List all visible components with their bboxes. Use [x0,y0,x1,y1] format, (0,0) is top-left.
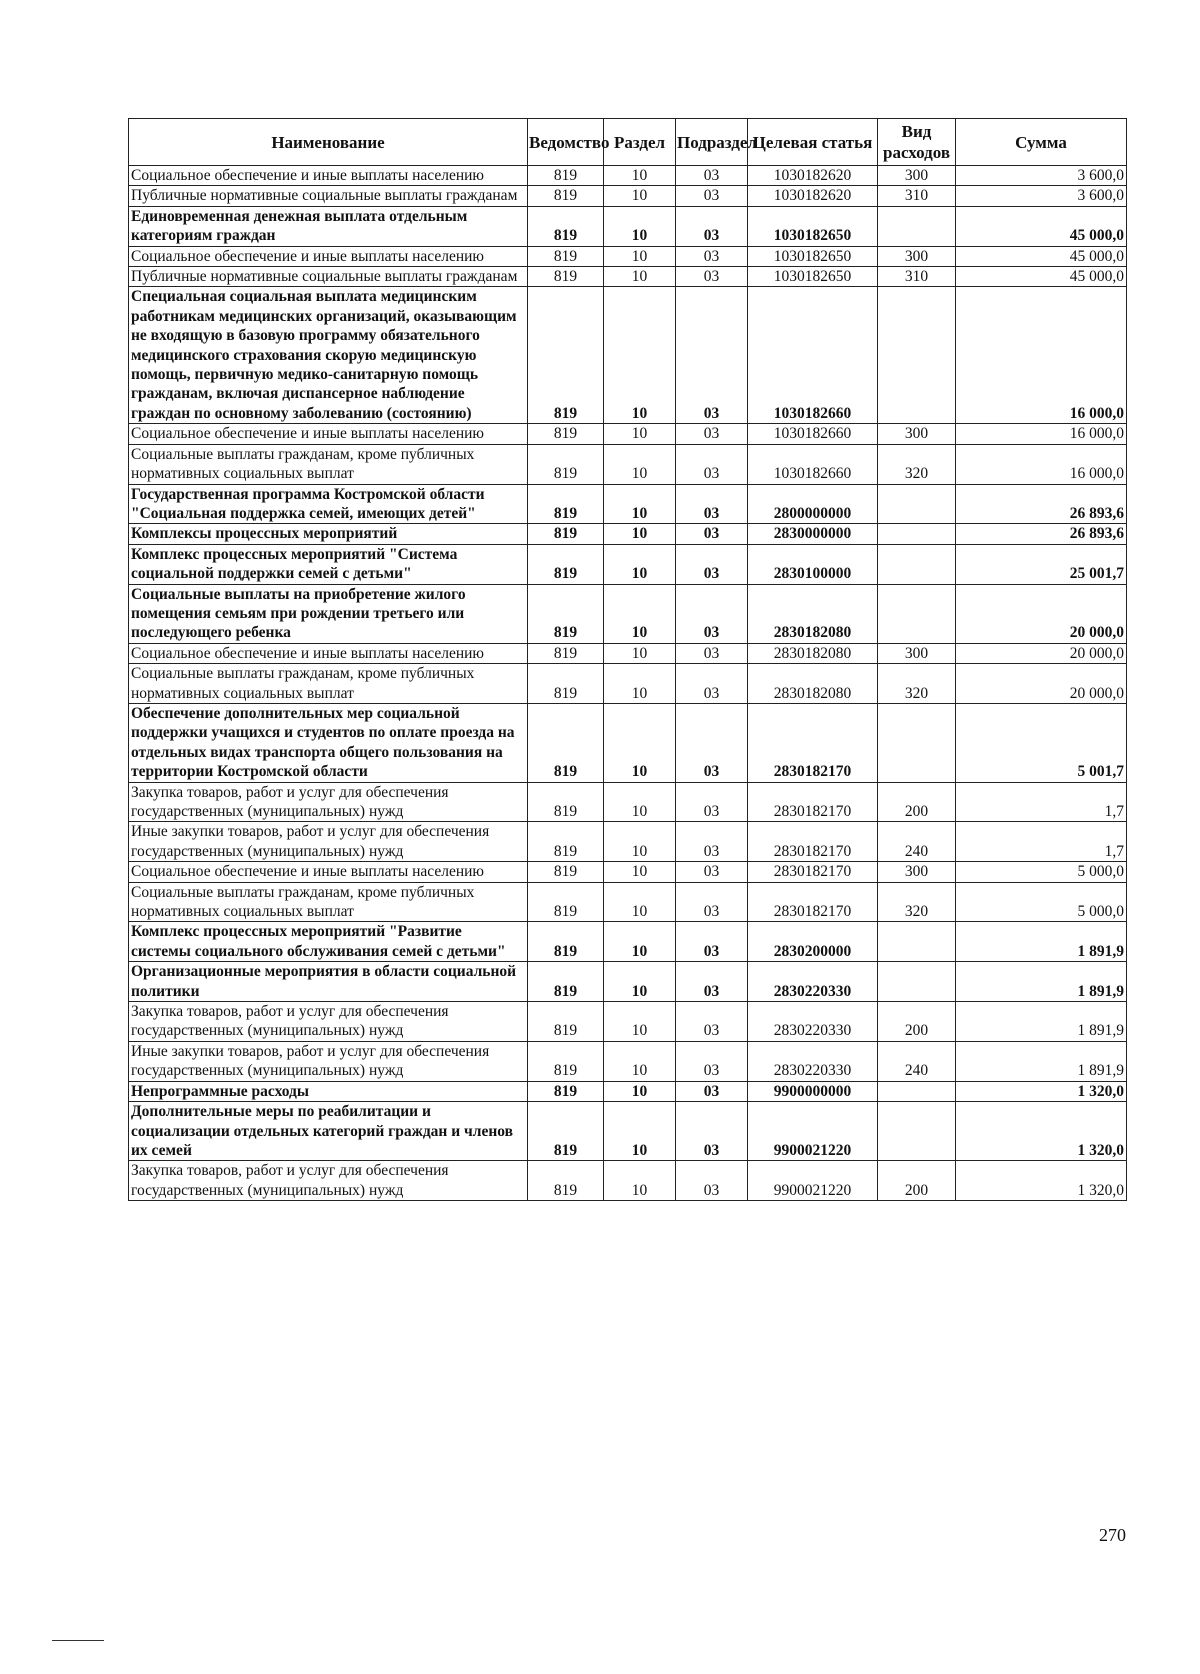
cell-ved: 819 [528,643,604,663]
cell-celevaya: 2830200000 [748,922,878,962]
cell-podrazdel: 03 [676,703,748,782]
table-row [129,524,1127,544]
budget-table [128,118,1127,1201]
cell-name: Единовременная денежная выплата отдельным категориям граждан [129,206,528,246]
table-row [129,544,1127,584]
footnote-divider [52,1640,104,1641]
cell-summa: 45 000,0 [956,246,1127,266]
header-ved: Ведомство [528,119,604,166]
cell-ved: 819 [528,246,604,266]
table-row [129,246,1127,266]
cell-summa: 16 000,0 [956,287,1127,424]
cell-ved: 819 [528,584,604,643]
cell-summa: 1,7 [956,782,1127,822]
cell-podrazdel: 03 [676,1041,748,1081]
cell-vid [878,524,956,544]
header-podrazdel: Подраздел [676,119,748,166]
cell-celevaya: 1030182650 [748,246,878,266]
cell-summa: 1 891,9 [956,1041,1127,1081]
cell-vid [878,544,956,584]
cell-summa: 45 000,0 [956,267,1127,287]
cell-ved: 819 [528,484,604,524]
cell-vid [878,484,956,524]
cell-name: Организационные мероприятия в области социальной политики [129,962,528,1002]
cell-celevaya: 1030182660 [748,287,878,424]
cell-summa: 25 001,7 [956,544,1127,584]
cell-name: Социальные выплаты на приобретение жилого помещения семьям при рождении третьего или последующего ребенка [129,584,528,643]
table-row [129,484,1127,524]
cell-podrazdel: 03 [676,782,748,822]
table-row [129,643,1127,663]
cell-razdel: 10 [604,206,676,246]
cell-podrazdel: 03 [676,287,748,424]
cell-razdel: 10 [604,267,676,287]
cell-vid: 200 [878,1161,956,1201]
cell-razdel: 10 [604,484,676,524]
cell-razdel: 10 [604,166,676,186]
cell-name: Публичные нормативные социальные выплаты гражданам [129,267,528,287]
cell-summa: 5 000,0 [956,882,1127,922]
cell-vid [878,287,956,424]
cell-celevaya: 2830182080 [748,664,878,704]
table-row [129,782,1127,822]
cell-summa: 1 891,9 [956,1002,1127,1042]
cell-summa: 16 000,0 [956,424,1127,444]
table-row [129,267,1127,287]
cell-celevaya: 1030182660 [748,444,878,484]
cell-ved: 819 [528,1102,604,1161]
cell-podrazdel: 03 [676,544,748,584]
cell-name: Иные закупки товаров, работ и услуг для обеспечения государственных (муниципальных) нужд [129,1041,528,1081]
cell-celevaya: 9900021220 [748,1102,878,1161]
table-row [129,1002,1127,1042]
cell-vid [878,962,956,1002]
cell-ved: 819 [528,206,604,246]
cell-razdel: 10 [604,1041,676,1081]
cell-podrazdel: 03 [676,444,748,484]
cell-razdel: 10 [604,1002,676,1042]
cell-vid: 300 [878,246,956,266]
table-row [129,1041,1127,1081]
table-row [129,206,1127,246]
cell-vid: 300 [878,424,956,444]
cell-ved: 819 [528,287,604,424]
cell-razdel: 10 [604,186,676,206]
table-row [129,287,1127,424]
cell-razdel: 10 [604,544,676,584]
table-row [129,862,1127,882]
cell-summa: 1 891,9 [956,962,1127,1002]
cell-name: Государственная программа Костромской области "Социальная поддержка семей, имеющих детей" [129,484,528,524]
cell-razdel: 10 [604,246,676,266]
table-row [129,584,1127,643]
cell-razdel: 10 [604,1081,676,1101]
cell-podrazdel: 03 [676,267,748,287]
cell-celevaya: 2830000000 [748,524,878,544]
cell-vid [878,584,956,643]
cell-summa: 1 891,9 [956,922,1127,962]
cell-name: Закупка товаров, работ и услуг для обеспечения государственных (муниципальных) нужд [129,1002,528,1042]
table-row [129,822,1127,862]
cell-vid [878,703,956,782]
cell-ved: 819 [528,186,604,206]
cell-vid: 310 [878,267,956,287]
cell-summa: 1 320,0 [956,1081,1127,1101]
cell-name: Социальное обеспечение и иные выплаты населению [129,643,528,663]
table-row [129,1161,1127,1201]
cell-celevaya: 2830182170 [748,703,878,782]
cell-name: Социальные выплаты гражданам, кроме публичных нормативных социальных выплат [129,664,528,704]
cell-name: Обеспечение дополнительных мер социальной поддержки учащихся и студентов по оплате проезда на отдельных видах транспорта общего пользования на территории Костромской области [129,703,528,782]
cell-summa: 5 001,7 [956,703,1127,782]
table-row [129,922,1127,962]
cell-ved: 819 [528,524,604,544]
cell-podrazdel: 03 [676,186,748,206]
cell-ved: 819 [528,882,604,922]
cell-name: Публичные нормативные социальные выплаты гражданам [129,186,528,206]
cell-razdel: 10 [604,922,676,962]
cell-name: Закупка товаров, работ и услуг для обеспечения государственных (муниципальных) нужд [129,782,528,822]
cell-celevaya: 9900000000 [748,1081,878,1101]
cell-celevaya: 2800000000 [748,484,878,524]
cell-razdel: 10 [604,287,676,424]
cell-summa: 26 893,6 [956,524,1127,544]
budget-page [128,118,1126,1201]
cell-vid: 240 [878,1041,956,1081]
table-row [129,444,1127,484]
cell-name: Социальные выплаты гражданам, кроме публичных нормативных социальных выплат [129,882,528,922]
cell-razdel: 10 [604,444,676,484]
table-body [129,166,1127,1201]
table-row [129,166,1127,186]
cell-celevaya: 2830182170 [748,882,878,922]
cell-podrazdel: 03 [676,584,748,643]
cell-vid [878,1081,956,1101]
cell-summa: 3 600,0 [956,186,1127,206]
cell-vid: 320 [878,664,956,704]
cell-razdel: 10 [604,1161,676,1201]
cell-podrazdel: 03 [676,484,748,524]
table-row [129,664,1127,704]
cell-name: Социальное обеспечение и иные выплаты населению [129,424,528,444]
cell-celevaya: 1030182620 [748,166,878,186]
table-row [129,424,1127,444]
cell-vid: 200 [878,782,956,822]
cell-name: Комплексы процессных мероприятий [129,524,528,544]
cell-name: Социальное обеспечение и иные выплаты населению [129,246,528,266]
cell-podrazdel: 03 [676,424,748,444]
cell-vid: 320 [878,444,956,484]
table-row [129,186,1127,206]
cell-ved: 819 [528,862,604,882]
cell-vid: 240 [878,822,956,862]
cell-summa: 5 000,0 [956,862,1127,882]
cell-ved: 819 [528,1081,604,1101]
table-row [129,1081,1127,1101]
cell-podrazdel: 03 [676,1002,748,1042]
cell-razdel: 10 [604,882,676,922]
cell-razdel: 10 [604,1102,676,1161]
cell-razdel: 10 [604,664,676,704]
cell-name: Социальные выплаты гражданам, кроме публичных нормативных социальных выплат [129,444,528,484]
page-number: 270 [1099,1525,1126,1545]
cell-name: Специальная социальная выплата медицинским работникам медицинских организаций, оказывающим не входящую в базовую программу обязательного медицинского страхования скорую медицинскую помощь, первичную медико-санитарную помощь гражданам, включая диспансерное наблюдение граждан по основному заболеванию (состоянию) [129,287,528,424]
header-celevaya: Целевая статья [748,119,878,166]
cell-podrazdel: 03 [676,882,748,922]
cell-summa: 20 000,0 [956,584,1127,643]
header-vid: Вид расходов [878,119,956,166]
cell-celevaya: 2830220330 [748,962,878,1002]
cell-vid: 320 [878,882,956,922]
table-row [129,882,1127,922]
header-summa: Сумма [956,119,1127,166]
cell-ved: 819 [528,267,604,287]
cell-ved: 819 [528,664,604,704]
cell-name: Социальное обеспечение и иные выплаты населению [129,166,528,186]
table-row [129,962,1127,1002]
header-name: Наименование [129,119,528,166]
cell-summa: 45 000,0 [956,206,1127,246]
cell-celevaya: 9900021220 [748,1161,878,1201]
cell-vid: 300 [878,643,956,663]
table-header-row [129,119,1127,166]
cell-name: Социальное обеспечение и иные выплаты населению [129,862,528,882]
cell-ved: 819 [528,962,604,1002]
cell-ved: 819 [528,1002,604,1042]
cell-ved: 819 [528,1041,604,1081]
cell-summa: 1 320,0 [956,1161,1127,1201]
cell-ved: 819 [528,782,604,822]
header-razdel: Раздел [604,119,676,166]
cell-summa: 1,7 [956,822,1127,862]
cell-podrazdel: 03 [676,922,748,962]
cell-summa: 26 893,6 [956,484,1127,524]
cell-vid: 300 [878,862,956,882]
cell-podrazdel: 03 [676,1161,748,1201]
cell-summa: 3 600,0 [956,166,1127,186]
cell-celevaya: 2830182080 [748,584,878,643]
cell-razdel: 10 [604,424,676,444]
cell-podrazdel: 03 [676,246,748,266]
cell-podrazdel: 03 [676,166,748,186]
cell-podrazdel: 03 [676,1081,748,1101]
cell-podrazdel: 03 [676,862,748,882]
cell-ved: 819 [528,703,604,782]
cell-summa: 20 000,0 [956,643,1127,663]
cell-podrazdel: 03 [676,206,748,246]
cell-celevaya: 2830220330 [748,1002,878,1042]
cell-vid: 310 [878,186,956,206]
cell-name: Непрограммные расходы [129,1081,528,1101]
cell-celevaya: 1030182620 [748,186,878,206]
cell-razdel: 10 [604,524,676,544]
cell-summa: 16 000,0 [956,444,1127,484]
cell-razdel: 10 [604,862,676,882]
cell-podrazdel: 03 [676,1102,748,1161]
table-row [129,1102,1127,1161]
cell-razdel: 10 [604,703,676,782]
cell-ved: 819 [528,166,604,186]
cell-name: Иные закупки товаров, работ и услуг для обеспечения государственных (муниципальных) нужд [129,822,528,862]
cell-razdel: 10 [604,822,676,862]
cell-celevaya: 2830182080 [748,643,878,663]
cell-ved: 819 [528,922,604,962]
cell-ved: 819 [528,544,604,584]
cell-vid [878,206,956,246]
cell-vid: 300 [878,166,956,186]
cell-podrazdel: 03 [676,962,748,1002]
cell-celevaya: 2830220330 [748,1041,878,1081]
table-row [129,703,1127,782]
cell-ved: 819 [528,822,604,862]
cell-name: Комплекс процессных мероприятий "Развитие системы социального обслуживания семей с детьми" [129,922,528,962]
cell-vid: 200 [878,1002,956,1042]
cell-name: Комплекс процессных мероприятий "Система социальной поддержки семей с детьми" [129,544,528,584]
cell-name: Дополнительные меры по реабилитации и социализации отдельных категорий граждан и членов их семей [129,1102,528,1161]
cell-razdel: 10 [604,962,676,1002]
cell-vid [878,922,956,962]
cell-celevaya: 1030182660 [748,424,878,444]
cell-razdel: 10 [604,584,676,643]
cell-podrazdel: 03 [676,822,748,862]
cell-celevaya: 2830182170 [748,862,878,882]
cell-podrazdel: 03 [676,524,748,544]
cell-ved: 819 [528,424,604,444]
cell-celevaya: 2830182170 [748,782,878,822]
cell-podrazdel: 03 [676,664,748,704]
cell-celevaya: 2830100000 [748,544,878,584]
cell-celevaya: 1030182650 [748,206,878,246]
cell-podrazdel: 03 [676,643,748,663]
cell-celevaya: 2830182170 [748,822,878,862]
cell-razdel: 10 [604,782,676,822]
cell-vid [878,1102,956,1161]
cell-summa: 1 320,0 [956,1102,1127,1161]
cell-summa: 20 000,0 [956,664,1127,704]
cell-ved: 819 [528,444,604,484]
cell-razdel: 10 [604,643,676,663]
cell-ved: 819 [528,1161,604,1201]
cell-celevaya: 1030182650 [748,267,878,287]
cell-name: Закупка товаров, работ и услуг для обеспечения государственных (муниципальных) нужд [129,1161,528,1201]
